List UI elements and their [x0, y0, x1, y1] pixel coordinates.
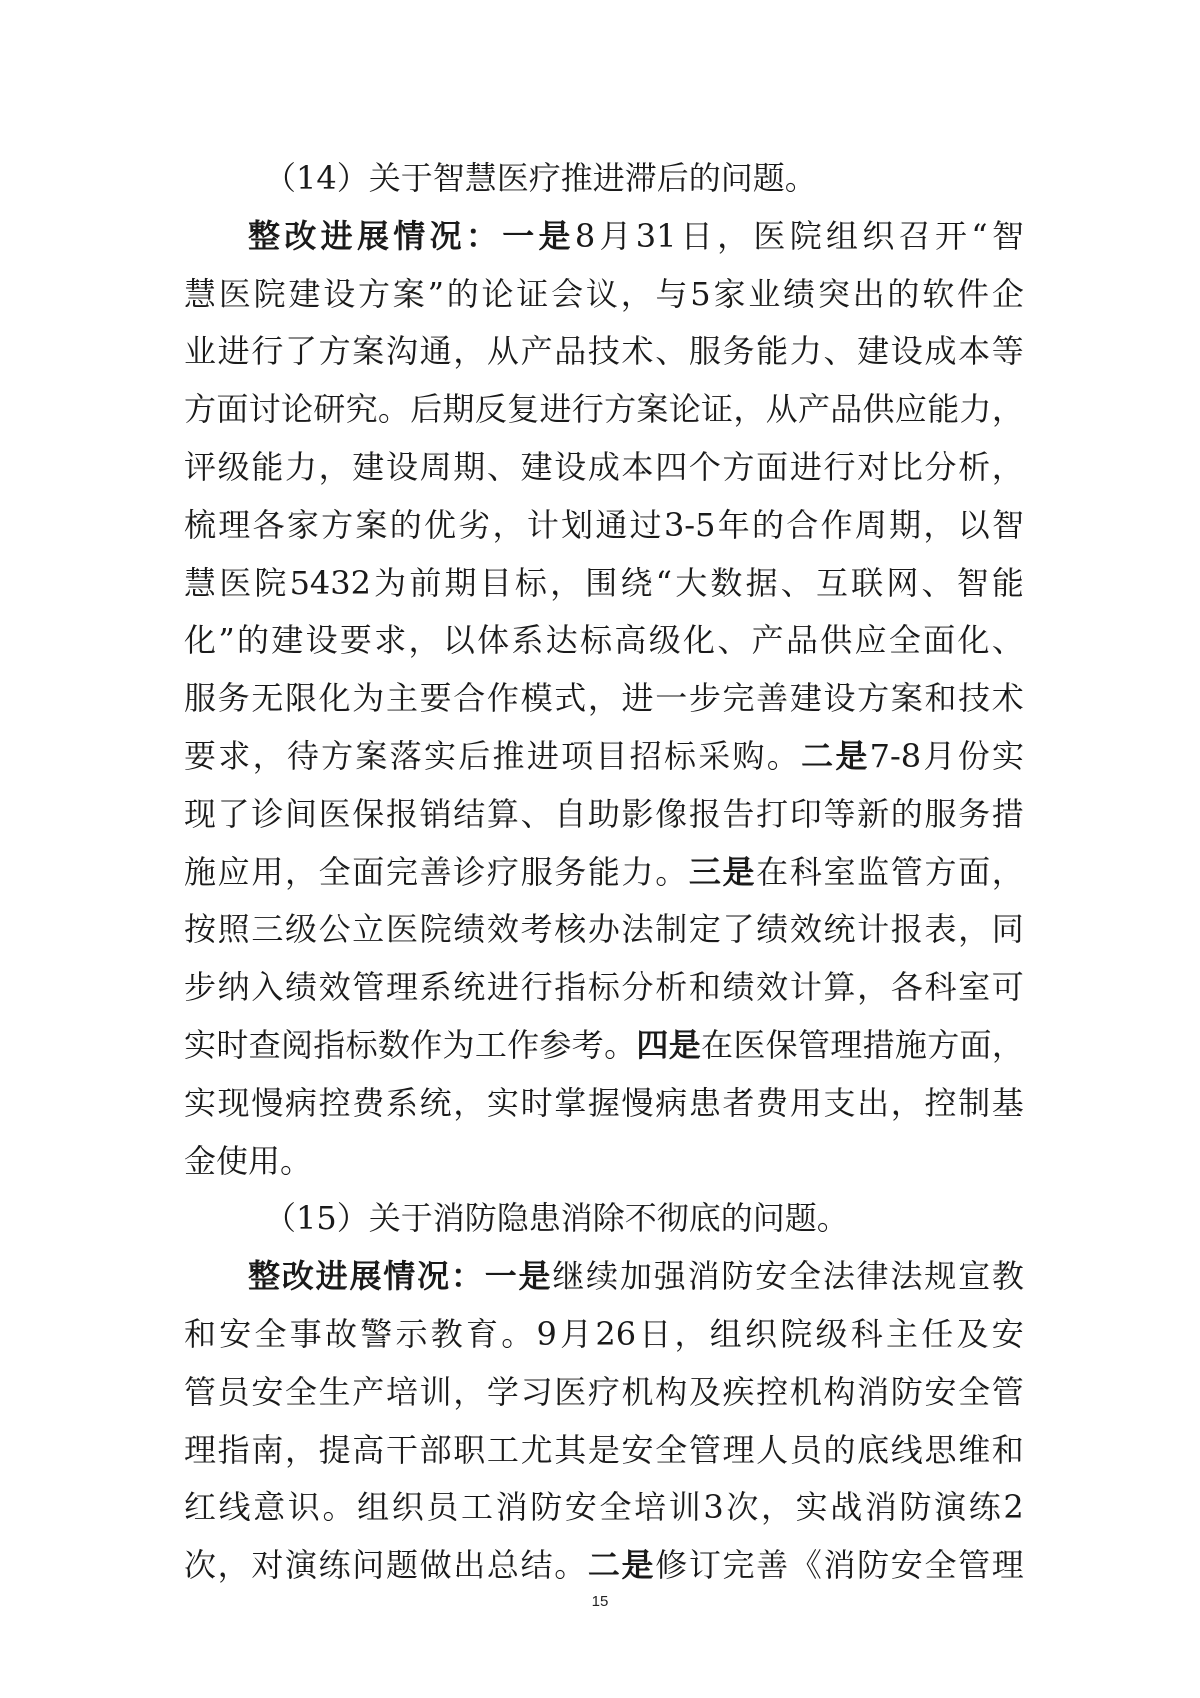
- text-line: 和 安 全 事 故 警 示 教 育 。 9 月 26 日 ， 组 织 院 级 科 主 任 及 安: [184, 1314, 1024, 1353]
- text-line: 次 ， 对 演 练 问 题 做 出 总 结 。 二 是 修 订 完 善 《 消 防 安 全 管 理: [184, 1546, 1024, 1585]
- text-line: [184, 1133, 1024, 1191]
- text-line: 现 了 诊 间 医 保 报 销 结 算 、 自 助 影 像 报 告 打 印 等 新 的 服 务 措: [184, 794, 1024, 833]
- text-line: 梳 理 各 家 方 案 的 优 劣 ， 计 划 通 过 3-5 年 的 合 作 周 期 ， 以 智: [184, 505, 1024, 544]
- text-segment: 金使用。: [184, 1141, 313, 1180]
- text-line: 评 级 能 力 ， 建 设 周 期 、 建 设 成 本 四 个 方 面 进 行 对 比 分 析 ，: [184, 447, 1024, 486]
- text-line: 步 纳 入 绩 效 管 理 系 统 进 行 指 标 分 析 和 绩 效 计 算 ， 各 科 室 可: [184, 968, 1024, 1007]
- text-line: 慧 医 院 建 设 方 案 ” 的 论 证 会 议 ， 与 5 家 业 绩 突 出 的 软 件 企: [184, 274, 1024, 313]
- text-segment: （15）关于消防隐患消除不彻底的问题。: [264, 1199, 849, 1238]
- text-segment: （14）关于智慧医疗推进滞后的问题。: [264, 159, 817, 197]
- text-line: 实 时 查 阅 指 标 数 作 为 工 作 参 考 。 四 是 在 医 保 管 理 措 施 方 面 ，: [184, 1025, 1024, 1064]
- text-line: 服 务 无 限 化 为 主 要 合 作 模 式 ， 进 一 步 完 善 建 设 方 案 和 技 术: [184, 679, 1024, 718]
- text-line: 整 改 进 展 情 况 ： 一 是 8 月 31 日 ， 医 院 组 织 召 开 “ 智: [248, 216, 1024, 255]
- page-number: 15: [591, 1593, 609, 1610]
- text-line: 红 线 意 识 。 组 织 员 工 消 防 安 全 培 训 3 次 ， 实 战 消 防 演 练 2: [184, 1488, 1024, 1527]
- text-line: 慧 医 院 5432 为 前 期 目 标 ， 围 绕 “ 大 数 据 、 互 联 网 、 智 能: [184, 563, 1024, 602]
- text-line: 施 应 用 ， 全 面 完 善 诊 疗 服 务 能 力 。 三 是 在 科 室 监 管 方 面 ，: [184, 852, 1024, 891]
- text-line: 整 改 进 展 情 况 ： 一 是 继 续 加 强 消 防 安 全 法 律 法 规 宣 教: [248, 1257, 1024, 1296]
- text-line: 理 指 南 ， 提 高 干 部 职 工 尤 其 是 安 全 管 理 人 员 的 底 线 思 维 和: [184, 1430, 1024, 1469]
- document-body: [184, 150, 1024, 1595]
- text-line: 管 员 安 全 生 产 培 训 ， 学 习 医 疗 机 构 及 疾 控 机 构 消 防 安 全 管: [184, 1372, 1024, 1411]
- text-line: 方 面 讨 论 研 究 。 后 期 反 复 进 行 方 案 论 证 ， 从 产 品 供 应 能 力 ，: [184, 390, 1024, 429]
- section-heading: [184, 150, 1024, 208]
- text-line: 化 ” 的 建 设 要 求 ， 以 体 系 达 标 高 级 化 、 产 品 供 应 全 面 化 、: [184, 621, 1024, 660]
- section-heading: [184, 1190, 1024, 1248]
- text-line: 按 照 三 级 公 立 医 院 绩 效 考 核 办 法 制 定 了 绩 效 统 计 报 表 ， 同: [184, 910, 1024, 949]
- text-line: 要 求 ， 待 方 案 落 实 后 推 进 项 目 招 标 采 购 。 二 是 7-8 月 份 实: [184, 736, 1024, 775]
- text-line: 业 进 行 了 方 案 沟 通 ， 从 产 品 技 术 、 服 务 能 力 、 建 设 成 本 等: [184, 332, 1024, 371]
- text-line: 实 现 慢 病 控 费 系 统 ， 实 时 掌 握 慢 病 患 者 费 用 支 出 ， 控 制 基: [184, 1083, 1024, 1122]
